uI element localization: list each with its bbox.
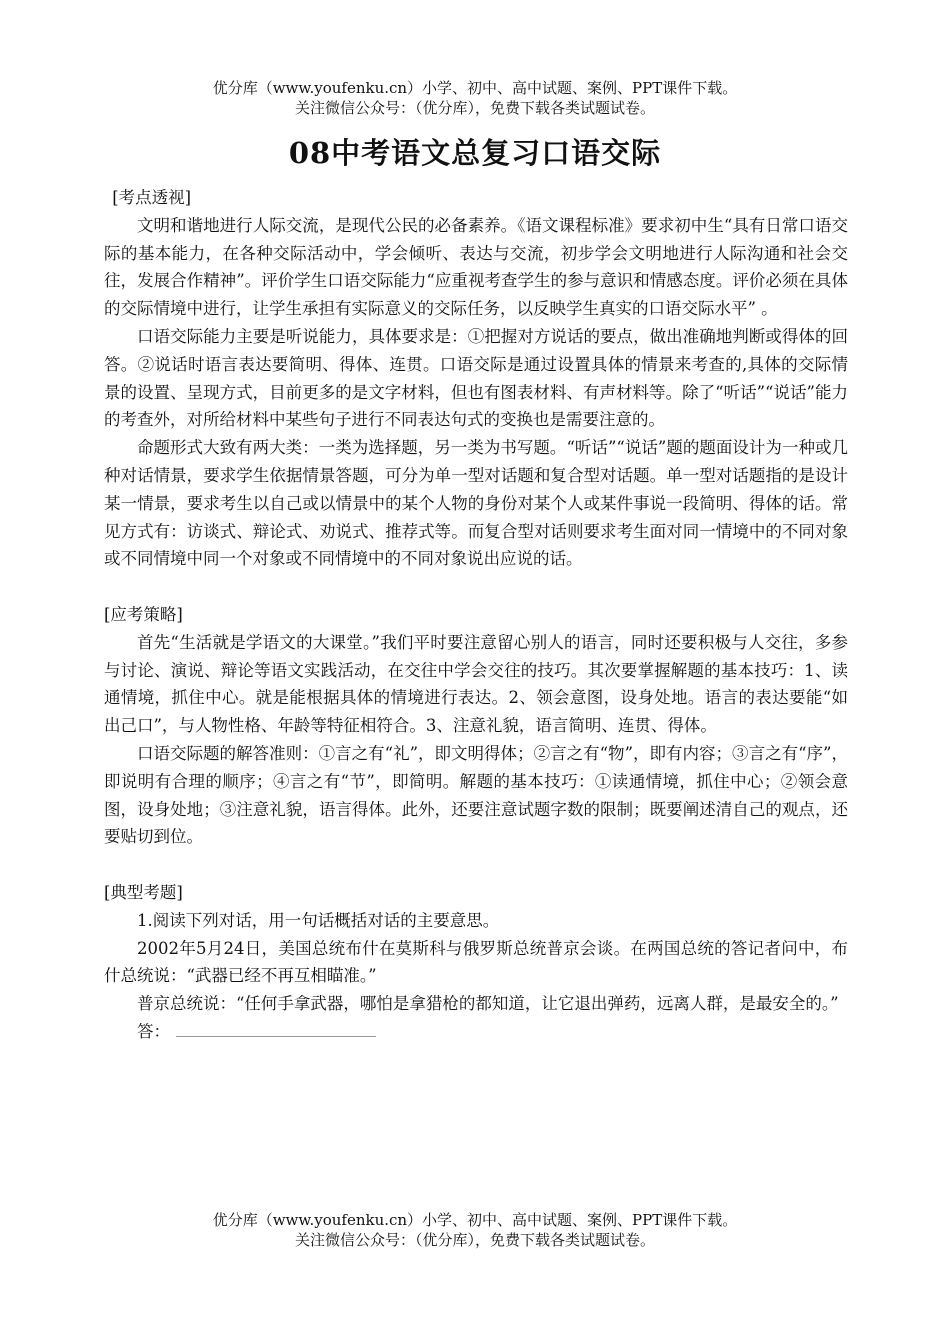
section-heading-kaodian: [考点透视] [112, 188, 192, 207]
answer-row [104, 1018, 848, 1046]
question-1-paragraph-1: 2002年5月24日，美国总统布什在莫斯科与俄罗斯总统普京会谈。在两国总统的答记者问中，布什总统说：“武器已经不再互相瞄准。” [104, 938, 848, 986]
answer-label: 答： [137, 1021, 170, 1041]
yingkao-paragraph-2: 口语交际题的解答准则：①言之有“礼”，即文明得体；②言之有“物”，即有内容；③言之有“序”，即说明有合理的顺序；④言之有“节”，即简明。解题的基本技巧：①读通情境，抓住中心；②领会意图，设身处地；③注意礼貌，语言得体。此外，还要注意试题字数的限制；既要阐述清自己的观点，还要贴切到位。 [104, 743, 848, 847]
yingkao-paragraph-1: 首先“生活就是学语文的大课堂。”我们平时要注意留心别人的语言，同时还要积极与人交往，多参与讨论、演说、辩论等语文实践活动，在交往中学会交往的技巧。其次要掌握解题的基本技巧：1、读通情境，抓住中心。就是能根据具体的情境进行表达。2、领会意图，设身处地。语言的表达要能“如出己口”，与人物性格、年龄等特征相符合。3、注意礼貌，语言简明、连贯、得体。 [104, 632, 848, 736]
kaodian-paragraph-2: 口语交际能力主要是听说能力，具体要求是：①把握对方说话的要点，做出准确地判断或得体的回答。②说话时语言表达要简明、得体、连贯。口语交际是通过设置具体的情景来考查的,具体的交际情景的设置、呈现方式，目前更多的是文字材料，但也有图表材料、有声材料等。除了“听话”“说话”能力的考查外，对所给材料中某些句子进行不同表达句式的变换也是需要注意的。 [104, 326, 848, 430]
question-1: 1.阅读下列对话，用一句话概括对话的主要意思。 [137, 910, 500, 930]
document-body [104, 184, 848, 1046]
section-heading-dianxing: [典型考题] [104, 882, 183, 902]
kaodian-paragraph-3: 命题形式大致有两大类：一类为选择题，另一类为书写题。“听话”“说话”题的题面设计为一种或几种对话情景，要求学生依据情景答题，可分为单一型对话题和复合型对话题。单一型对话题指的是设计某一情景，要求考生以自己或以情景中的某个人物的身份对某个人或某件事说一段简明、得体的话。常见方式有：访谈式、辩论式、劝说式、推荐式等。而复合型对话则要求考生面对同一情境中的不同对象或不同情境中同一个对象或不同情境中的不同对象说出应说的话。 [104, 438, 848, 569]
footer-line-2: 关注微信公众号：（优分库），免费下载各类试题试卷。 [294, 1231, 655, 1249]
section-heading-yingkao: [应考策略] [104, 604, 183, 624]
page-title: 08中考语文总复习口语交际 [288, 136, 662, 170]
spacer [104, 573, 848, 601]
footer-line-1: 优分库（www.youfenku.cn）小学、初中、高中试题、案例、PPT课件下载。 [212, 1211, 738, 1229]
header-line-1: 优分库（www.youfenku.cn）小学、初中、高中试题、案例、PPT课件下载。 [212, 79, 738, 97]
answer-blank[interactable] [176, 1022, 376, 1037]
kaodian-paragraph-1: 文明和谐地进行人际交流，是现代公民的必备素养。《语文课程标准》要求初中生“具有日常口语交际的基本能力，在各种交际活动中，学会倾听、表达与交流，初步学会文明地进行人际沟通和社会交往，发展合作精神”。评价学生口语交际能力“应重视考查学生的参与意识和情感态度。评价必须在具体的交际情境中进行，让学生承担有实际意义的交际任务，以反映学生真实的口语交际水平” 。 [104, 215, 848, 319]
question-1-paragraph-2: 普京总统说：“任何手拿武器，哪怕是拿猎枪的都知道，让它退出弹药，远离人群，是最安全的。” [137, 994, 839, 1014]
header-line-2: 关注微信公众号：（优分库），免费下载各类试题试卷。 [294, 99, 655, 117]
spacer [104, 851, 848, 879]
